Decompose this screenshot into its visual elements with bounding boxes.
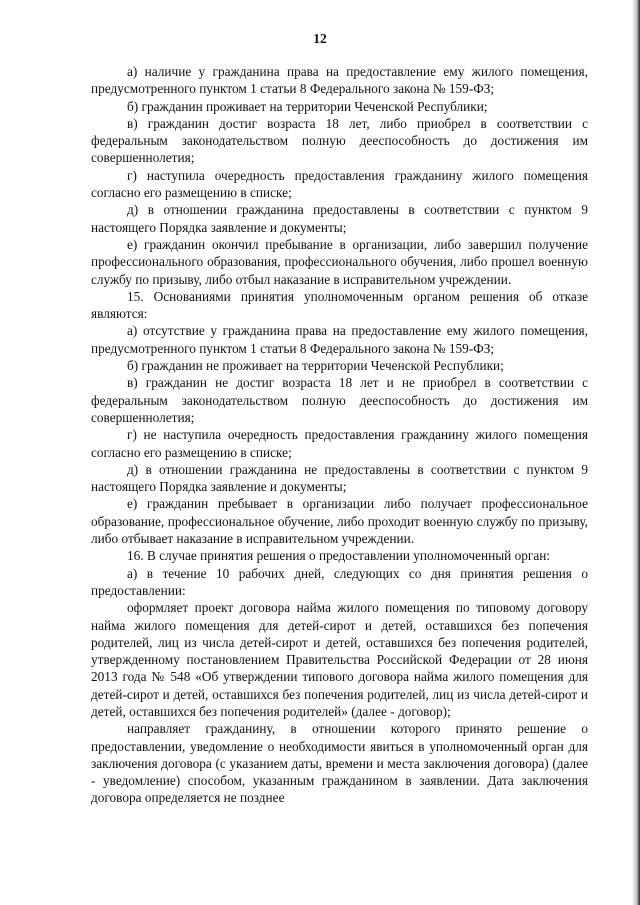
paragraph-15b: б) гражданин не проживает на территории Чеченской Республики; [127, 358, 504, 374]
paragraph-15a: а) отсутствие у гражданина права на предоставление ему жилого помещения, предусмотренного пунктом 1 статьи 8 Федерального закона № 159-ФЗ; [91, 323, 588, 356]
paragraph-15v: в) гражданин не достиг возраста 18 лет и не приобрел в соответствии с федеральным законодательством полную дееспособность до достижения им совершеннолетия; [91, 375, 588, 425]
paragraph-16a: а) в течение 10 рабочих дней, следующих со дня принятия решения о предоставлении: [91, 565, 588, 598]
paragraph-16a-notice: направляет гражданину, в отношении которого принято решение о предоставлении, уведомление о необходимости явиться в уполномоченный орган для заключения договора (с указанием даты, времени и места заключения договора) (далее - уведомление) способом, указанным гражданином в заявлении. Дата заключения договора определяется не позднее [91, 721, 588, 806]
paragraph-14g: г) наступила очередность предоставления гражданину жилого помещения согласно его размещению в списке; [91, 167, 588, 201]
scan-edge-shadow [632, 0, 640, 905]
paragraph-15d: д) в отношении гражданина не предоставлены в соответствии с пунктом 9 настоящего Порядка заявление и документы; [91, 461, 588, 495]
paragraph-15-heading: 15. Основаниями принятия уполномоченным органом решения об отказе являются: [91, 288, 588, 322]
paragraph-14d: д) в отношении гражданина предоставлены в соответствии с пунктом 9 настоящего Порядка заявление и документы; [91, 202, 588, 235]
paragraph-14b: б) гражданин проживает на территории Чеченской Республики; [127, 98, 488, 114]
document-body [91, 63, 588, 807]
paragraph-15g: г) не наступила очередность предоставления гражданину жилого помещения согласно его размещению в списке; [91, 427, 588, 460]
page-number: 12 [313, 31, 327, 46]
paragraph-16a-contract: оформляет проект договора найма жилого помещения по типовому договору найма жилого помещения для детей-сирот и детей, оставшихся без попечения родителей, лиц из числа детей-сирот и детей, оставшихся без попечения родителей, утвержденному постановлением Правительства Российской Федерации от 28 июня 2013 года № 548 «Об утверждении типового договора найма жилого помещения для детей-сирот и детей, оставшихся без попечения родителей, лиц из числа детей-сирот и детей, оставшихся без попечения родителей» (далее - договор); [91, 600, 588, 719]
paragraph-14e: е) гражданин окончил пребывание в организации, либо завершил получение профессионального образования, профессионального обучения, либо прошел военную службу по призыву, либо отбыл наказание в исправительном учреждении. [91, 236, 588, 287]
paragraph-15e: е) гражданин пребывает в организации либо получает профессиональное образование, профессиональное обучение, либо проходит военную службу по призыву, либо отбывает наказание в исправительном учреждении. [91, 496, 588, 547]
paragraph-14a: а) наличие у гражданина права на предоставление ему жилого помещения, предусмотренного пунктом 1 статьи 8 Федерального закона № 159-ФЗ; [91, 64, 588, 97]
paragraph-14v: в) гражданин достиг возраста 18 лет, либо приобрел в соответствии с федеральным законодательством полную дееспособность до достижения им совершеннолетия; [91, 115, 588, 166]
paragraph-16-heading: 16. В случае принятия решения о предоставлении уполномоченный орган: [127, 548, 551, 564]
